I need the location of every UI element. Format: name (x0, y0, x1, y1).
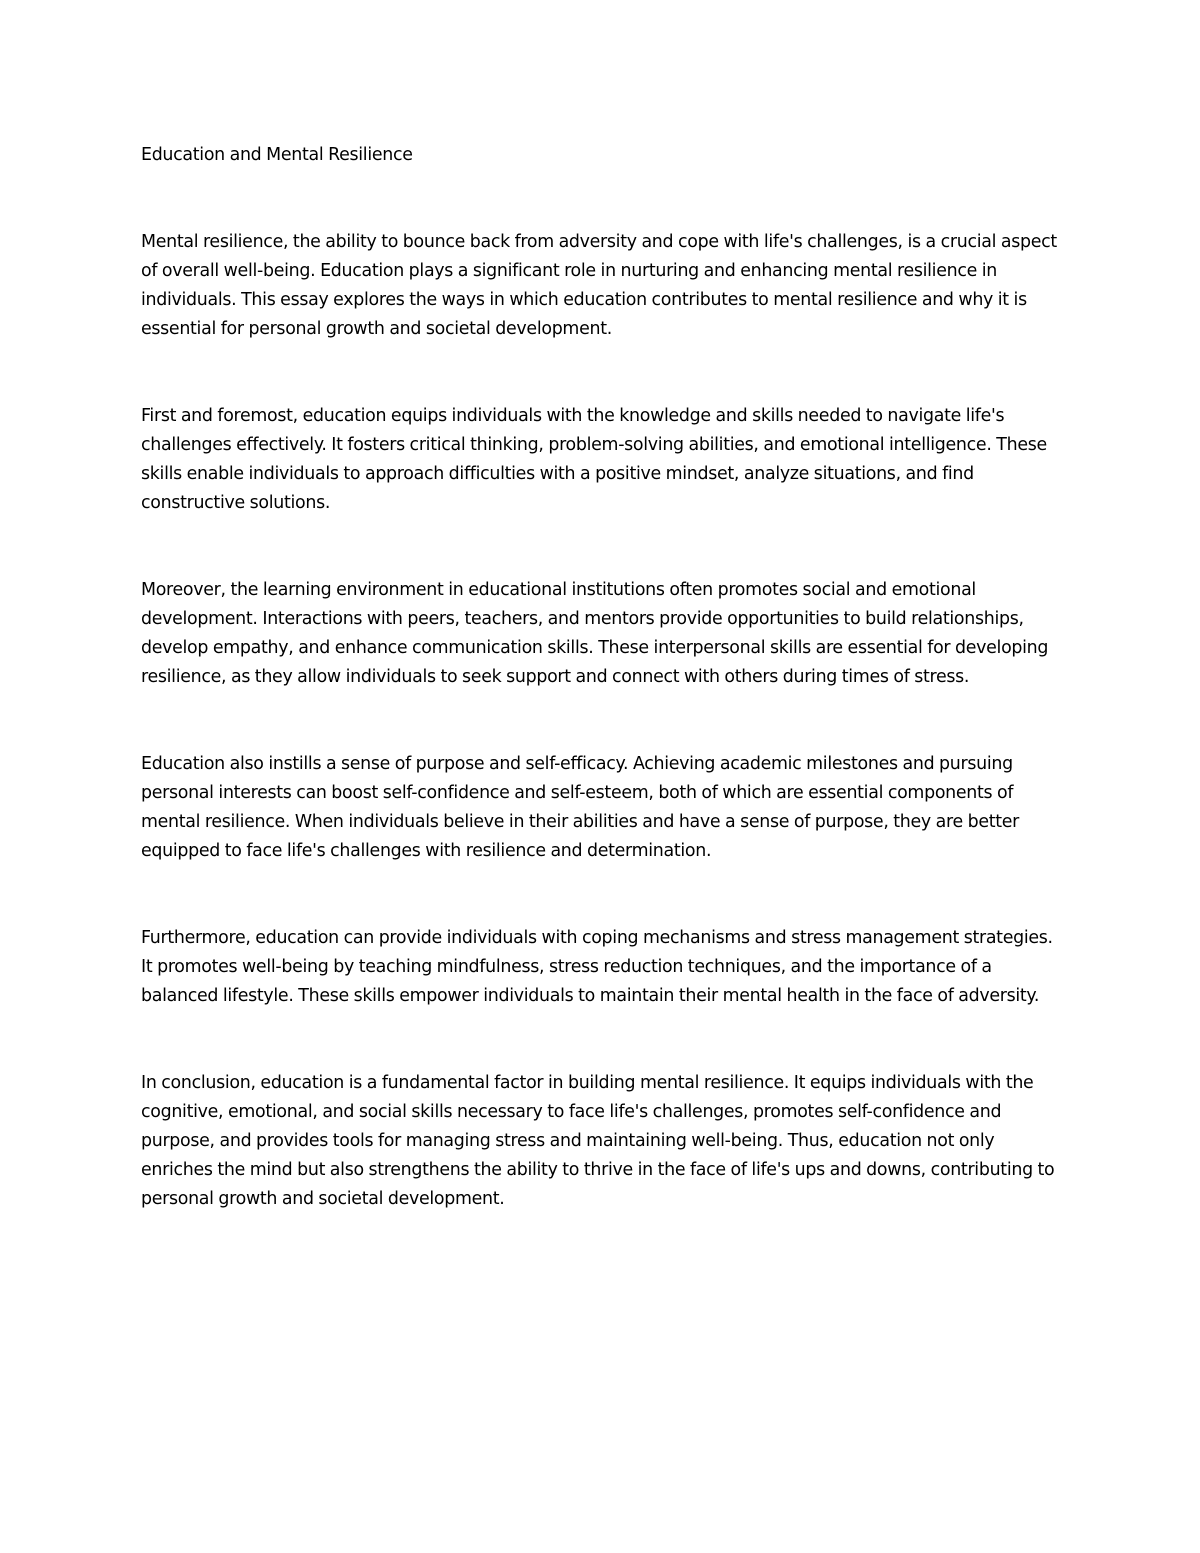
paragraph-intro: Mental resilience, the ability to bounce back from adversity and cope with life's challenges, is a crucial aspect of overall well-being. Education plays a significant role in nurturing and enhancing mental resilience in individuals. This essay explores the ways in which education contributes to mental resilience and why it is essential for personal growth and societal development. (141, 232, 1057, 339)
document-title: Education and Mental Resilience (141, 145, 413, 165)
paragraph-conclusion: In conclusion, education is a fundamental factor in building mental resilience. It equips individuals with the cognitive, emotional, and social skills necessary to face life's challenges, promotes self-confidence and purpose, and provides tools for managing stress and maintaining well-being. Thus, education not only enriches the mind but also strengthens the ability to thrive in the face of life's ups and downs, contributing to personal growth and societal development. (141, 1073, 1055, 1209)
paragraph-knowledge-skills: First and foremost, education equips individuals with the knowledge and skills needed to navigate life's challenges effectively. It fosters critical thinking, problem-solving abilities, and emotional intelligence. These skills enable individuals to approach difficulties with a positive mindset, analyze situations, and find constructive solutions. (141, 406, 1047, 513)
paragraph-social-emotional: Moreover, the learning environment in educational institutions often promotes social and emotional development. Interactions with peers, teachers, and mentors provide opportunities to build relationships, develop empathy, and enhance communication skills. These interpersonal skills are essential for developing resilience, as they allow individuals to seek support and connect with others during times of stress. (141, 580, 1049, 687)
paragraph-coping-mechanisms: Furthermore, education can provide individuals with coping mechanisms and stress management strategies. It promotes well-being by teaching mindfulness, stress reduction techniques, and the importance of a balanced lifestyle. These skills empower individuals to maintain their mental health in the face of adversity. (141, 928, 1053, 1006)
paragraph-purpose-efficacy: Education also instills a sense of purpose and self-efficacy. Achieving academic milestones and pursuing personal interests can boost self-confidence and self-esteem, both of which are essential components of mental resilience. When individuals believe in their abilities and have a sense of purpose, they are better equipped to face life's challenges with resilience and determination. (141, 754, 1020, 861)
document-body (141, 141, 1061, 1272)
